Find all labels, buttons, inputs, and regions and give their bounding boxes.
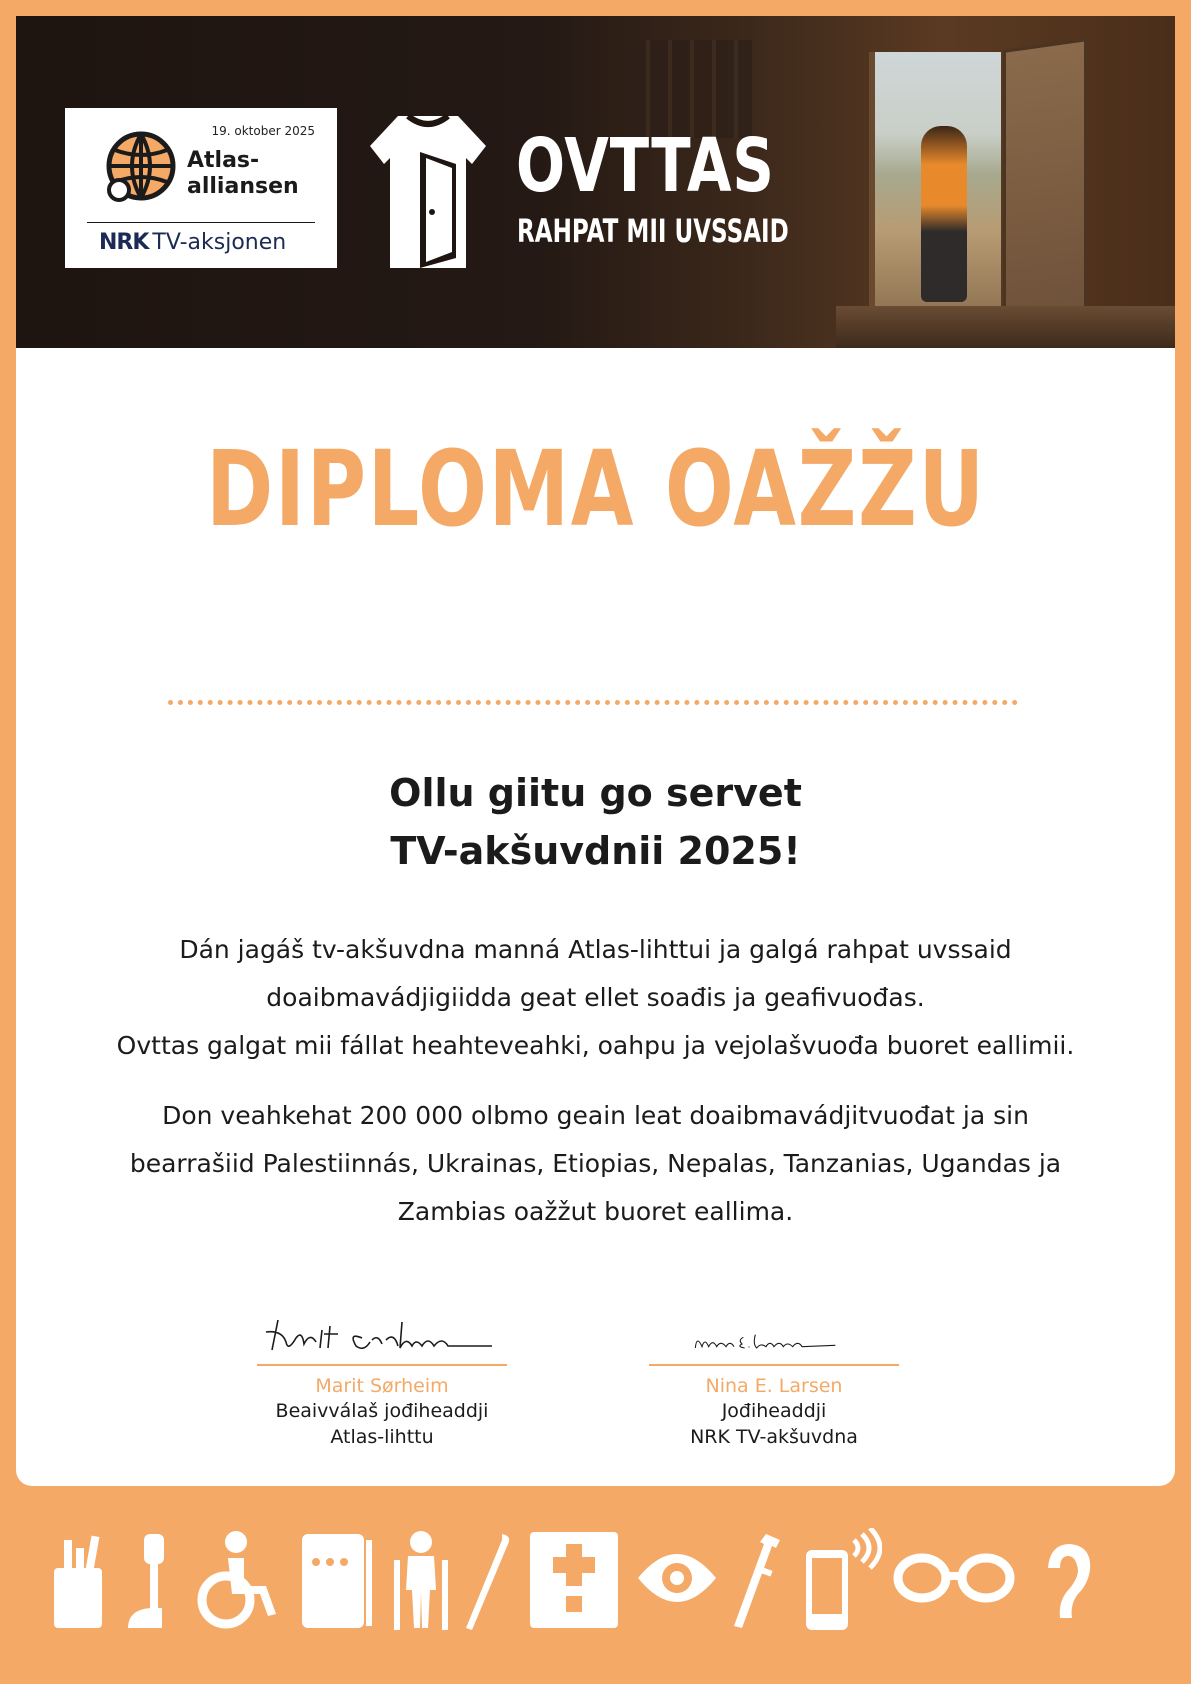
signer-role: Beaivválaš jođiheaddji (275, 1400, 489, 1422)
paragraph-2-line: bearrašiid Palestiinnás, Ukrainas, Etiopias, Nepalas, Tanzanias, Ugandas ja (129, 1149, 1062, 1178)
diploma-heading-text: DIPLOMA OAŽŽU (205, 428, 986, 550)
paragraph-2 (46, 1092, 1145, 1236)
signature-block-nina (644, 1328, 904, 1450)
header-banner (16, 16, 1175, 348)
signature-marit (252, 1312, 512, 1360)
congrats-line2: TV-akšuvdnii 2025! (390, 829, 801, 873)
diploma-heading (16, 428, 1175, 550)
photo-boy (921, 126, 967, 302)
signature-line (257, 1364, 507, 1366)
logo-atlas-text (187, 148, 327, 200)
crutch-icon (730, 1532, 782, 1632)
congratulations-text (16, 764, 1175, 880)
paragraph-2-line: Don veahkehat 200 000 olbmo geain leat doaibmavádjitvuođat ja sin (162, 1101, 1029, 1130)
phone-signal-icon (802, 1528, 882, 1632)
photo-open-door (1003, 38, 1087, 336)
atlas-nrk-logo (65, 108, 337, 268)
logo-date: 19. oktober 2025 (211, 124, 315, 138)
photo-floor (836, 306, 1175, 348)
eye-icon (636, 1546, 718, 1610)
prosthetic-leg-icon (124, 1532, 180, 1632)
signature-line (649, 1364, 899, 1366)
logo-atlas-line2: alliansen (187, 174, 299, 199)
logo-atlas-line1: Atlas- (187, 148, 260, 173)
dotted-divider (168, 700, 1018, 705)
braille-book-icon (300, 1532, 374, 1630)
wheelchair-icon (192, 1530, 282, 1630)
nrk-wordmark: NRK (99, 230, 149, 255)
pencil-cup-icon (46, 1532, 110, 1632)
nrk-tv-label: TV-aksjonen (152, 230, 287, 255)
campaign-subtitle: RAHPAT MII UVSSAID (517, 212, 789, 250)
crutches-person-icon (386, 1530, 456, 1632)
shirt-door-icon (368, 112, 488, 272)
signature-block-marit (252, 1312, 512, 1450)
signature-nina (644, 1328, 904, 1360)
signer-name: Marit Sørheim (315, 1375, 449, 1397)
paragraph-1-line: Ovttas galgat mii fállat heahteveahki, oahpu ja vejolašvuođa buoret eallimii. (116, 1031, 1075, 1060)
medical-kit-icon (528, 1530, 620, 1630)
globe-icon (101, 128, 181, 208)
paragraph-1-line: doaibmavádjigiidda geat ellet soađis ja geafivuođas. (266, 983, 925, 1012)
logo-nrk-text (99, 230, 286, 255)
signer-role: Jođiheaddji (721, 1400, 827, 1422)
logo-divider (87, 222, 315, 223)
signer-organization: Atlas-lihttu (330, 1426, 434, 1448)
congrats-line1: Ollu giitu go servet (389, 771, 802, 815)
white-cane-icon (464, 1532, 514, 1632)
campaign-title: OVTTAS (516, 123, 775, 209)
paragraph-1-line: Dán jagáš tv-akšuvdna manná Atlas-lihttui ja galgá rahpat uvssaid (179, 935, 1012, 964)
ear-icon (1040, 1542, 1096, 1622)
paragraph-2-line: Zambias oažžut buoret eallima. (397, 1197, 794, 1226)
diploma-card (16, 16, 1175, 1486)
glasses-icon (892, 1552, 1016, 1604)
footer-icon-strip (40, 1528, 1150, 1668)
paragraph-1 (46, 926, 1145, 1070)
signer-name: Nina E. Larsen (705, 1375, 843, 1397)
signer-organization: NRK TV-akšuvdna (690, 1426, 858, 1448)
